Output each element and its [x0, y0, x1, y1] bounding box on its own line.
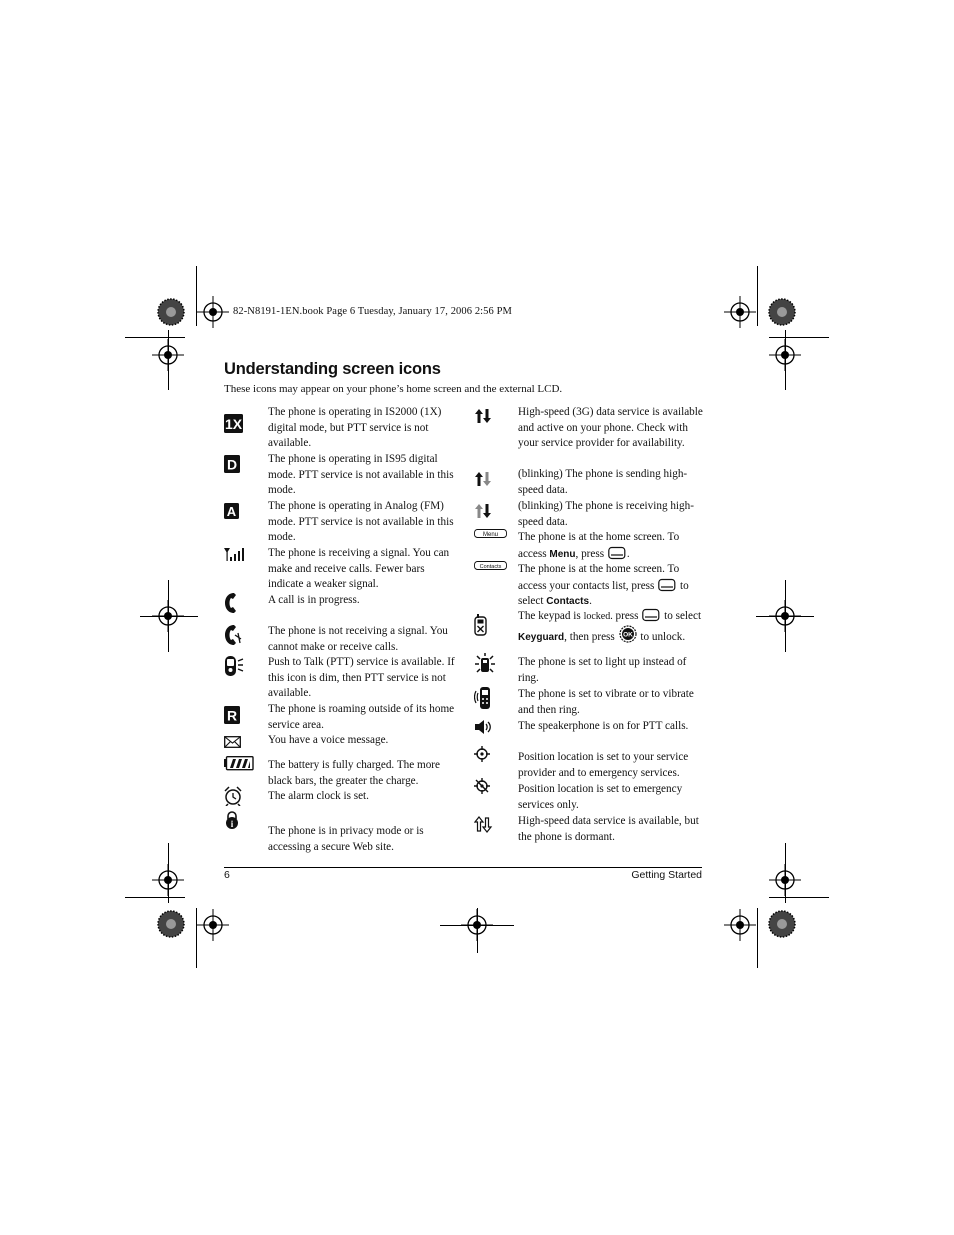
item-text: A call is in progress.: [268, 594, 360, 606]
item-text: Push to Talk (PTT) service is available. If this icon is dim, then PTT service is not available.: [268, 656, 455, 700]
list-item: [224, 789, 460, 814]
page-number: 6: [224, 869, 230, 881]
svg-text:A: A: [226, 504, 237, 519]
item-text: The phone is in privacy mode or is accessing a secure Web site.: [268, 825, 424, 853]
item-text: The phone is set to vibrate or to vibrate and then ring.: [518, 688, 694, 716]
list-item: [224, 546, 460, 593]
light-up-icon: [474, 652, 496, 676]
roaming-r-icon: [224, 706, 240, 724]
list-item: [224, 702, 460, 733]
list-item: [474, 499, 706, 530]
item-text: The speakerphone is on for PTT calls.: [518, 720, 689, 732]
list-item: [474, 608, 706, 655]
footer-rule: [224, 867, 702, 868]
list-item: [474, 467, 706, 499]
3g-data-active-icon: [474, 408, 494, 424]
item-text: Position location is set to your service provider and to emergency services.: [518, 751, 689, 779]
item-text: The phone is receiving a signal. You can make and receive calls. Fewer bars indicate a weaker signal.: [268, 547, 450, 591]
voice-message-icon: [224, 736, 241, 748]
svg-text:Contacts: Contacts: [479, 564, 502, 570]
ptt-icon: [224, 655, 244, 677]
item-text: (blinking) The phone is sending high-speed data.: [518, 468, 688, 496]
list-item: [474, 719, 706, 750]
data-receiving-icon: [474, 503, 494, 519]
item-text: High-speed data service is available, but the phone is dormant.: [518, 815, 699, 843]
location-on-icon: [474, 746, 490, 762]
list-item: [224, 814, 460, 854]
menu-softkey-label-icon: [474, 529, 507, 539]
item-text: The phone is at the home screen. To access your contacts list, press to select Contacts.: [518, 563, 689, 608]
list-item: [224, 758, 460, 789]
digital-d-icon: [224, 455, 240, 473]
list-item: [224, 593, 460, 624]
item-text: The alarm clock is set.: [268, 790, 369, 802]
list-item: [224, 733, 460, 758]
no-signal-icon: [224, 624, 242, 646]
1x-icon: [224, 414, 243, 433]
list-item: [224, 452, 460, 499]
list-item: [224, 624, 460, 655]
ok-key-icon: [619, 625, 637, 643]
svg-text:i: i: [230, 819, 234, 829]
item-text: The phone is operating in IS95 digital mode. PTT service is not available in this mode.: [268, 453, 454, 497]
item-text: The phone is set to light up instead of ring.: [518, 656, 687, 684]
vibrate-icon: [474, 685, 492, 711]
intro-text: These icons may appear on your phone’s home screen and the external LCD.: [224, 383, 563, 395]
speakerphone-icon: [474, 719, 492, 735]
call-in-progress-icon: [224, 592, 238, 614]
list-item: [224, 655, 460, 702]
list-item: [224, 405, 460, 452]
list-item: [474, 687, 706, 719]
list-item: [474, 405, 706, 467]
list-item: [224, 499, 460, 546]
battery-icon: [224, 756, 254, 771]
list-item: [474, 562, 706, 608]
privacy-lock-icon: [224, 811, 240, 829]
page-title: Understanding screen icons: [224, 360, 441, 378]
item-text: The keypad is locked. press to select Keyguard, then press OK to unlock.: [518, 610, 702, 643]
menu-keyword: Menu: [549, 548, 576, 560]
item-text: The phone is roaming outside of its home service area.: [268, 703, 455, 731]
svg-text:OK: OK: [622, 631, 633, 639]
svg-text:R: R: [226, 707, 238, 724]
item-text: Position location is set to emergency services only.: [518, 783, 683, 811]
alarm-clock-icon: [224, 786, 242, 806]
item-text: The phone is at the home screen. To access Menu, press .: [518, 531, 680, 560]
item-text: High-speed (3G) data service is available and active on your phone. Check with your service provider for availability.: [518, 406, 703, 450]
section-name: Getting Started: [631, 869, 702, 881]
right-icon-list: [474, 405, 706, 846]
left-softkey-icon: [608, 546, 626, 560]
list-item: [474, 750, 706, 782]
svg-text:D: D: [226, 456, 238, 473]
list-item: [474, 814, 706, 846]
left-icon-list: [224, 405, 460, 854]
data-sending-icon: [474, 471, 494, 487]
contacts-keyword: Contacts: [546, 596, 590, 608]
item-text: The phone is operating in IS2000 (1X) digital mode, but PTT service is not available.: [268, 406, 442, 450]
item-text: (blinking) The phone is receiving high-speed data.: [518, 500, 694, 528]
list-item: [474, 530, 706, 562]
item-text: The battery is fully charged. The more black bars, the greater the charge.: [268, 759, 441, 787]
svg-text:Menu: Menu: [482, 532, 499, 538]
book-header: 82-N8191-1EN.book Page 6 Tuesday, January 17, 2006 2:56 PM: [233, 306, 512, 317]
svg-text:1X: 1X: [224, 416, 243, 432]
item-text: The phone is operating in Analog (FM) mode. PTT service is not available in this mode.: [268, 500, 454, 544]
left-softkey-icon: [642, 608, 660, 622]
list-item: [474, 655, 706, 687]
signal-strength-icon: [224, 547, 244, 561]
data-dormant-icon: [474, 816, 494, 833]
contacts-softkey-label-icon: [474, 561, 507, 571]
location-emergency-only-icon: [474, 778, 490, 794]
item-text: You have a voice message.: [268, 734, 389, 746]
right-softkey-icon: [658, 578, 676, 592]
item-text: The phone is not receiving a signal. You cannot make or receive calls.: [268, 625, 448, 653]
keypad-lock-icon: [474, 614, 488, 636]
list-item: [474, 782, 706, 814]
keyguard-keyword: Keyguard: [518, 631, 565, 643]
analog-a-icon: [224, 503, 239, 519]
